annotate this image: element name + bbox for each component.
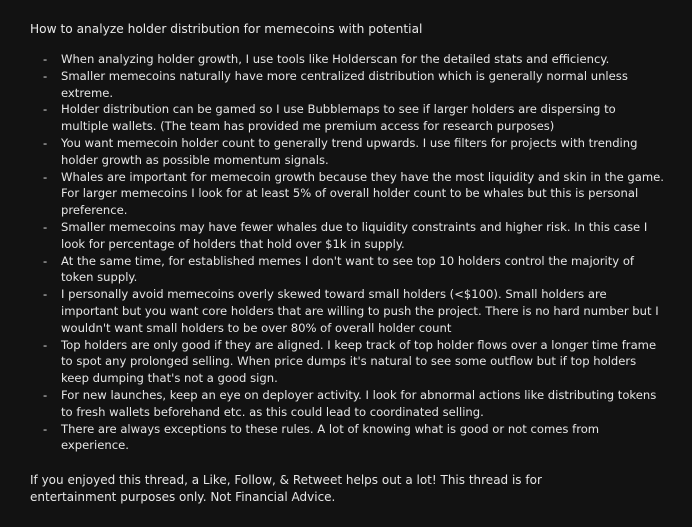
list-item [30,219,664,253]
bullet-marker: - [43,102,48,117]
bullet-marker: - [43,52,48,66]
list-item-text: Top holders are only good if they are aligned. I keep track of top holder flows over a longer time frame to spot any prolonged selling. When price dumps it's natural to see some outflow but if top holders keep dumping that's not a good sign. [61,337,657,386]
list-item-text: For new launches, keep an eye on deployer activity. I look for abnormal actions like distributing tokens to fresh wallets beforehand etc. as this could lead to coordinated selling. [61,387,657,419]
list-item-text: Smaller memecoins naturally have more centralized distribution which is generally normal unless extreme. [61,68,628,100]
page-title: How to analyze holder distribution for memecoins with potential [30,22,423,36]
list-item-text: Whales are important for memecoin growth because they have the most liquidity and skin in the game. For larger memecoins I look for at least 5% of overall holder count to be whales but this is personal preference. [61,169,664,218]
list-item-text: At the same time, for established memes I don't want to see top 10 holders control the majority of token supply. [61,253,635,285]
list-item-text: Holder distribution can be gamed so I use Bubblemaps to see if larger holders are dispersing to multiple wallets. (The team has provided me premium access for research purposes) [61,102,616,134]
list-item [30,253,664,287]
bullet-list [30,51,664,454]
list-item [30,68,664,102]
list-item [30,101,664,135]
bullet-marker: - [43,169,48,184]
list-item [30,387,664,421]
list-item [30,421,664,455]
list-item [30,286,664,336]
bullet-marker: - [43,387,48,402]
list-item-text: I personally avoid memecoins overly skewed toward small holders (<$100). Small holders are important but you want core holders that are willing to push the project. There is no hard number but I wouldn't want small holders to be over 80% of overall holder count [61,287,659,335]
list-item-text: When analyzing holder growth, I use tools like Holderscan for the detailed stats and efficiency. [61,52,610,66]
bullet-marker: - [43,287,48,302]
footer-disclaimer: If you enjoyed this thread, a Like, Follow, & Retweet helps out a lot! This thread is for entertainment purposes only. Not Financial Advice. [30,473,542,505]
list-item [30,51,664,68]
list-item [30,169,664,219]
list-item-text: You want memecoin holder count to generally trend upwards. I use filters for projects with trending holder growth as possible momentum signals. [61,135,638,167]
list-item [30,337,664,387]
bullet-marker: - [43,337,48,352]
list-item [30,135,664,169]
list-item-text: Smaller memecoins may have fewer whales due to liquidity constraints and higher risk. In this case I look for percentage of holders that hold over $1k in supply. [61,219,648,251]
list-item-text: There are always exceptions to these rules. A lot of knowing what is good or not comes from experience. [61,421,600,453]
bullet-marker: - [43,219,48,234]
bullet-marker: - [43,421,48,436]
bullet-marker: - [43,135,48,150]
bullet-marker: - [43,253,48,268]
bullet-marker: - [43,68,48,83]
